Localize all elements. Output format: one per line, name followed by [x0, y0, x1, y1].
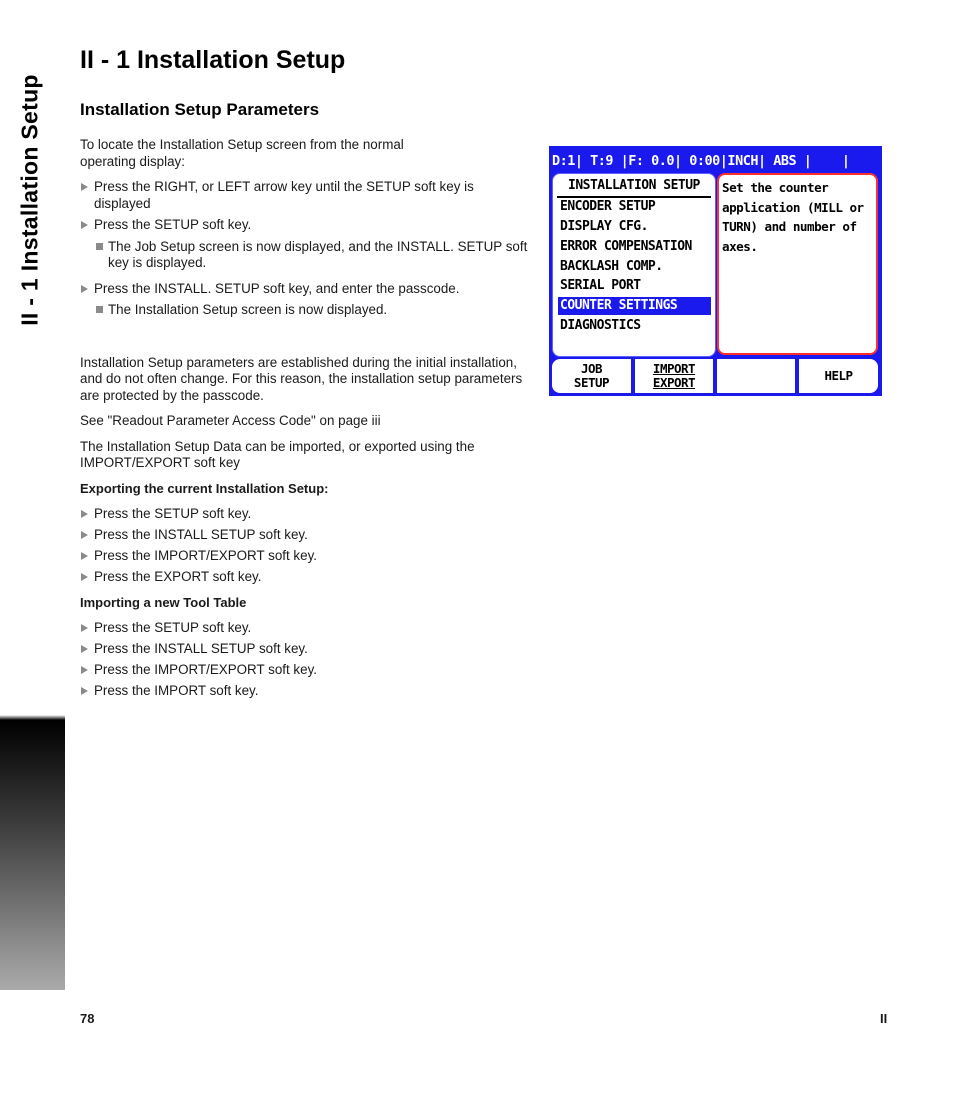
help-text: Set the counter application (MILL or TURN) and number of axes.	[722, 180, 864, 254]
paragraph: The Installation Setup Data can be imported, or exported using the IMPORT/EXPORT soft key	[80, 438, 475, 470]
menu-item-error-compensation[interactable]: ERROR COMPENSATION	[560, 239, 692, 254]
menu-item-backlash-comp[interactable]: BACKLASH COMP.	[560, 259, 663, 274]
step-item: Press the IMPORT/EXPORT soft key.	[80, 662, 528, 679]
menu-item-counter-settings[interactable]: COUNTER SETTINGS	[558, 297, 711, 315]
import-export-softkey[interactable]	[635, 359, 713, 393]
step-item: Press the IMPORT/EXPORT soft key.	[80, 548, 528, 565]
help-panel	[717, 173, 878, 355]
note-item: The Installation Setup screen is now displayed.	[80, 302, 528, 319]
step-item: Press the INSTALL SETUP soft key.	[80, 641, 528, 658]
body-column	[80, 137, 528, 700]
menu-item-diagnostics[interactable]: DIAGNOSTICS	[560, 318, 641, 333]
step-item: Press the INSTALL. SETUP soft key, and enter the passcode.	[80, 281, 528, 298]
step-item: Press the INSTALL SETUP soft key.	[80, 527, 528, 544]
step-item: Press the EXPORT soft key.	[80, 569, 528, 586]
side-tab-label: II - 1 Installation Setup	[16, 74, 43, 326]
paragraph: Installation Setup parameters are established during the initial installation, and do not often change. For this reason, the installation setup parameters are protected by the passcode.	[80, 354, 523, 403]
section-marker: II	[880, 1011, 888, 1026]
menu-item-serial-port[interactable]: SERIAL PORT	[560, 278, 641, 293]
menu-panel	[552, 173, 716, 357]
status-bar: D:1| T:9 |F: 0.0| 0:00|INCH| ABS | |	[552, 153, 850, 169]
step-item: Press the SETUP soft key.	[80, 217, 528, 234]
softkey-label: HELP	[824, 368, 853, 383]
page-number: 78	[80, 1011, 95, 1026]
help-softkey[interactable]	[799, 359, 878, 393]
section-title: Installation Setup Parameters	[80, 100, 320, 119]
softkey-label: IMPORT	[652, 361, 696, 376]
step-item: Press the SETUP soft key.	[80, 506, 528, 523]
step-item: Press the RIGHT, or LEFT arrow key until the SETUP soft key is displayed	[80, 179, 528, 212]
step-item: Press the SETUP soft key.	[80, 620, 528, 637]
note-item: The Job Setup screen is now displayed, and the INSTALL. SETUP soft key is displayed.	[80, 239, 528, 272]
menu-item-encoder-setup[interactable]: ENCODER SETUP	[560, 199, 656, 214]
blank-softkey[interactable]	[717, 359, 795, 393]
page-title: II - 1 Installation Setup	[80, 46, 346, 74]
softkey-label: JOB	[580, 361, 603, 376]
paragraph: See "Readout Parameter Access Code" on page iii	[80, 413, 381, 428]
softkey-label: EXPORT	[652, 375, 696, 390]
export-heading: Exporting the current Installation Setup:	[80, 480, 329, 496]
menu-title: INSTALLATION SETUP	[568, 178, 700, 193]
job-setup-softkey[interactable]	[552, 359, 631, 393]
menu-item-display-cfg[interactable]: DISPLAY CFG.	[560, 219, 648, 234]
installation-setup-screen	[549, 146, 882, 396]
import-heading: Importing a new Tool Table	[80, 594, 247, 610]
softkey-label: SETUP	[573, 375, 610, 390]
side-tab	[0, 0, 65, 990]
step-item: Press the IMPORT soft key.	[80, 683, 528, 700]
intro-paragraph: To locate the Installation Setup screen from the normal operating display:	[80, 137, 404, 169]
